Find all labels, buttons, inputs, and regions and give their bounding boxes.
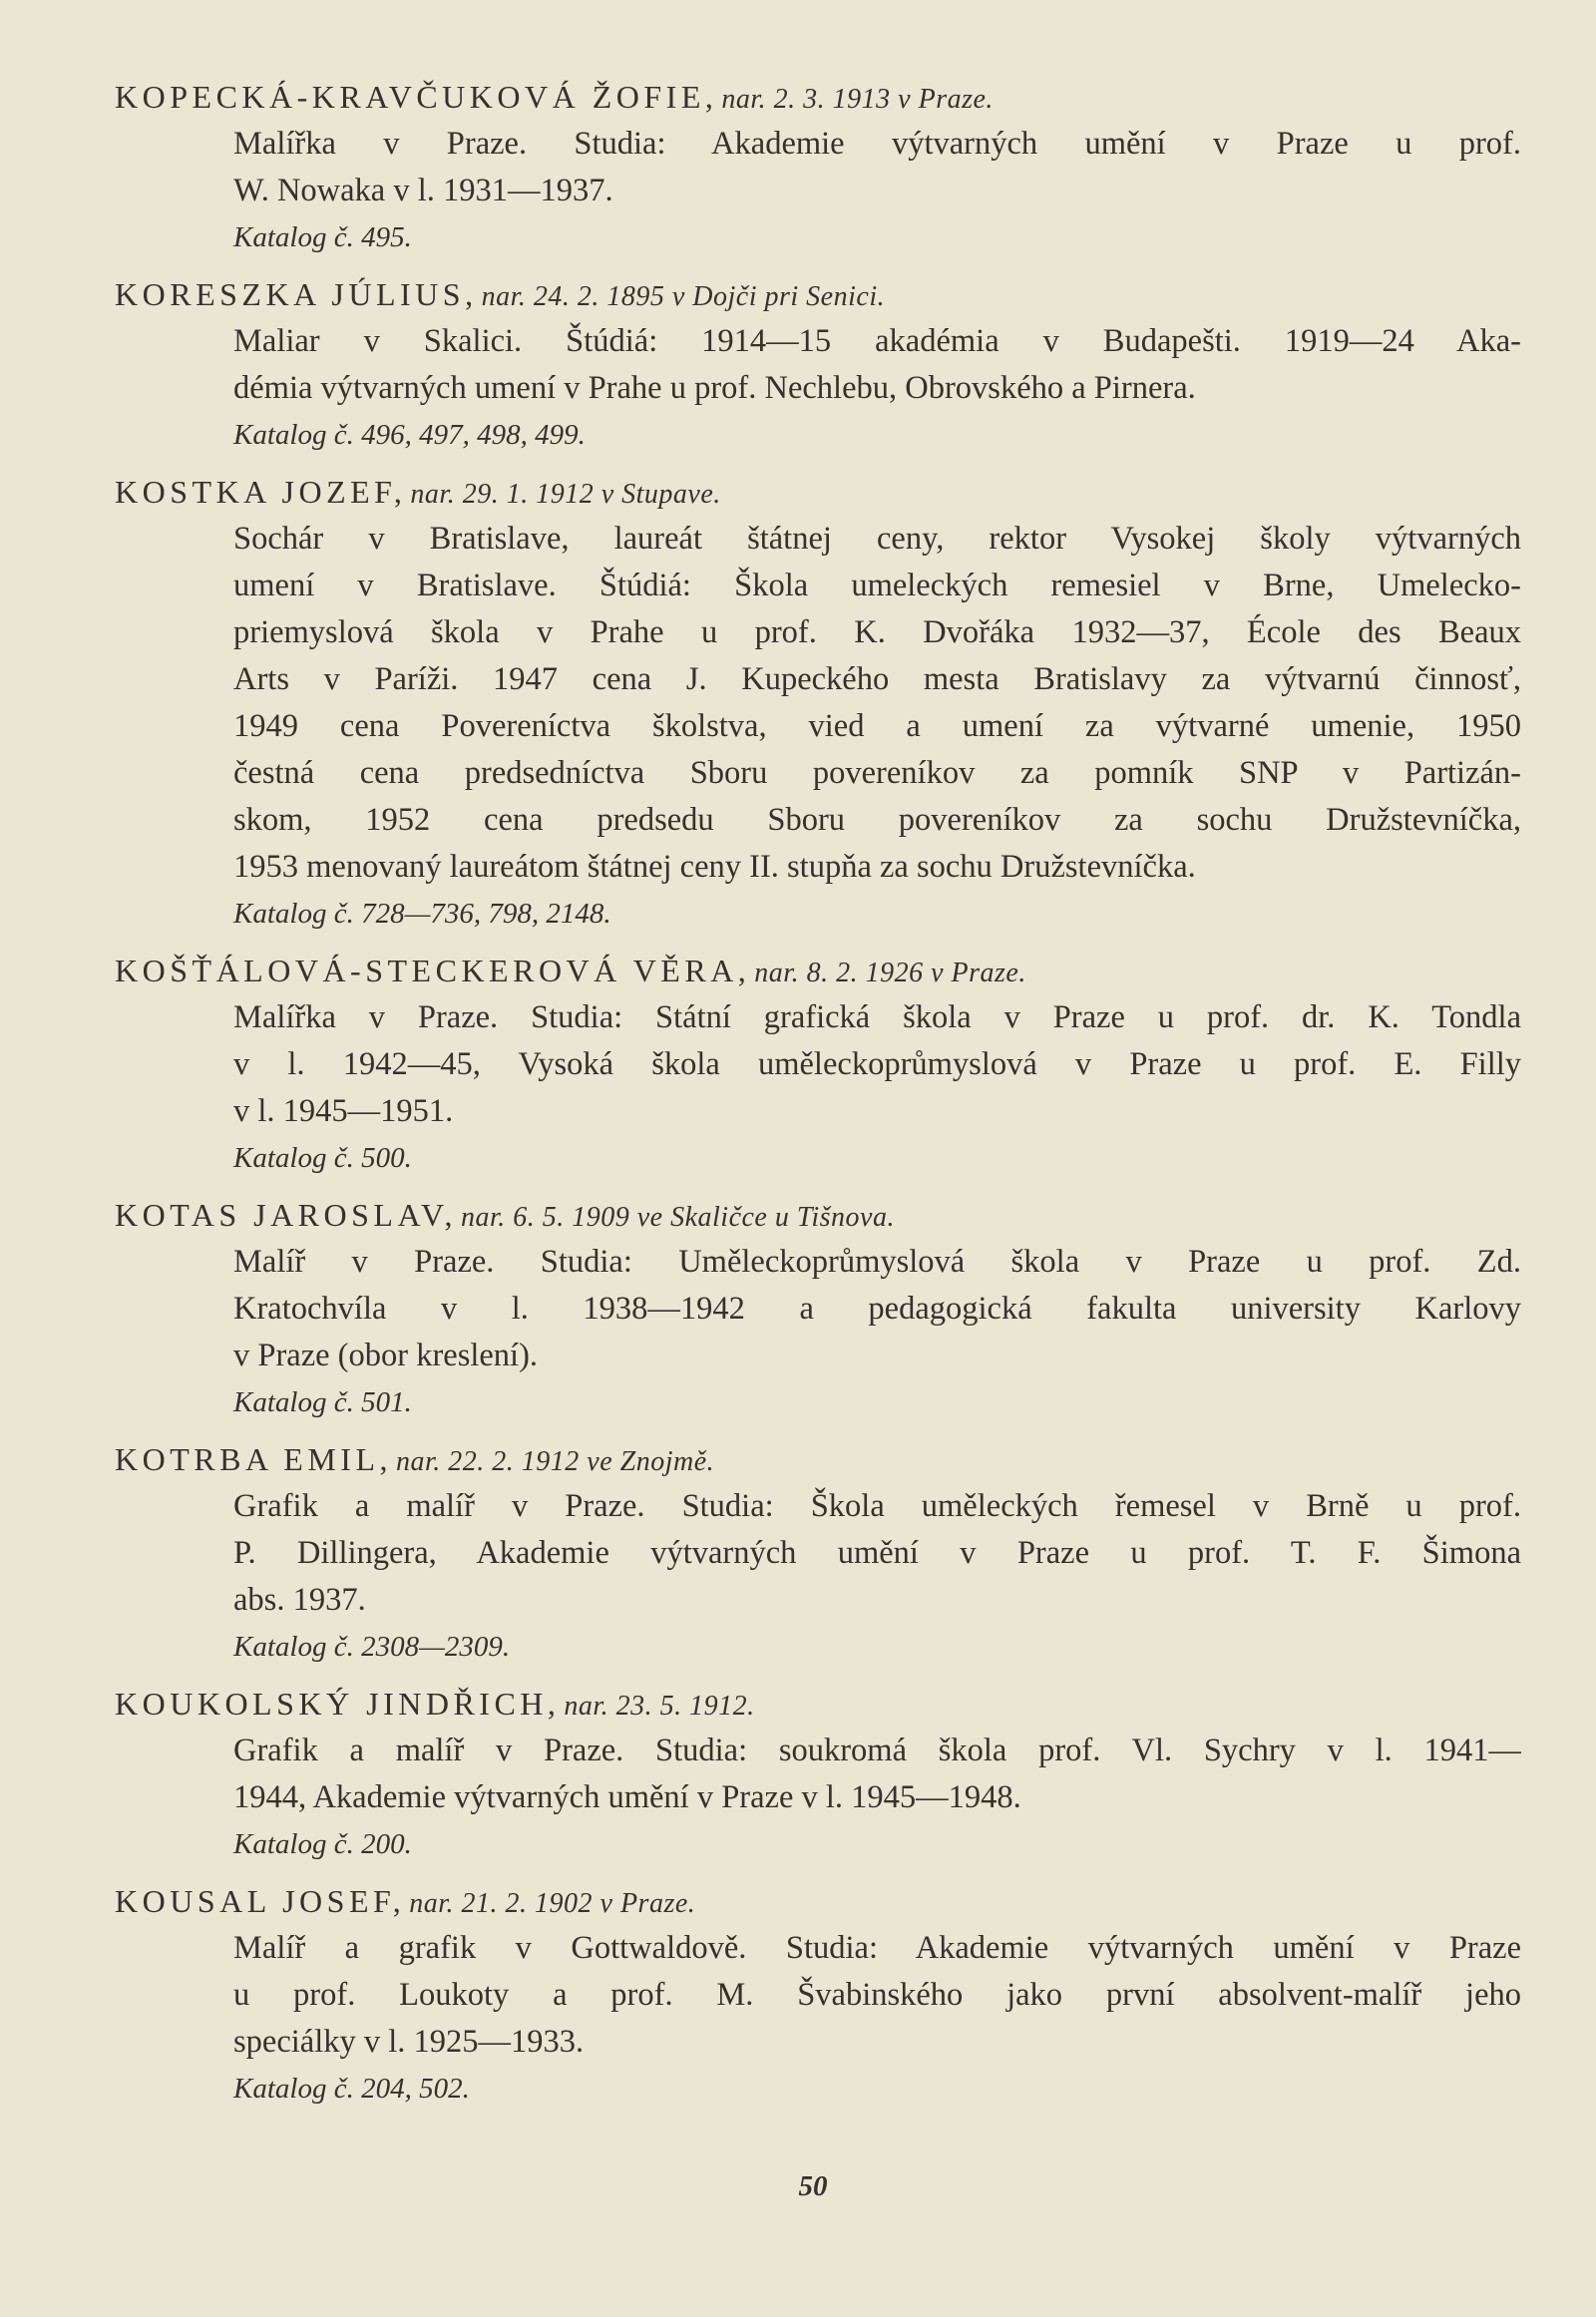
artist-entry xyxy=(115,74,1521,261)
artist-entry xyxy=(115,1192,1521,1426)
biography-line: Maliar v Skalici. Štúdiá: 1914—15 akadémia v Budapešti. 1919—24 Aka- xyxy=(233,323,1521,359)
catalog-reference: Katalog č. 500. xyxy=(233,1142,412,1174)
biography-line: 1953 menovaný laureátom štátnej ceny II. stupňa za sochu Družstevníčka. xyxy=(233,849,1196,885)
biography-line: Sochár v Bratislave, laureát štátnej ceny, rektor Vysokej školy výtvarných xyxy=(233,521,1521,557)
entry-heading xyxy=(115,74,1521,121)
birth-info: nar. 23. 5. 1912. xyxy=(564,1691,755,1722)
birth-info: nar. 2. 3. 1913 v Praze. xyxy=(721,84,994,115)
artist-entry xyxy=(115,948,1521,1182)
entry-body xyxy=(233,994,1521,1182)
entry-heading xyxy=(115,1878,1521,1925)
artist-name: KOTAS JAROSLAV, xyxy=(115,1197,457,1233)
biography-line: W. Nowaka v l. 1931—1937. xyxy=(233,173,613,208)
entry-body xyxy=(233,318,1521,459)
biography-line: démia výtvarných umení v Prahe u prof. Nechlebu, Obrovského a Pirnera. xyxy=(233,370,1196,406)
artist-name: KOŠŤÁLOVÁ-STECKEROVÁ VĚRA, xyxy=(115,953,751,988)
artist-entry xyxy=(115,469,1521,938)
entry-heading xyxy=(115,1192,1521,1239)
biography-line: speciálky v l. 1925—1933. xyxy=(233,2024,585,2060)
biography-line: abs. 1937. xyxy=(233,1582,366,1618)
catalog-reference: Katalog č. 204, 502. xyxy=(233,2073,470,2105)
entry-body xyxy=(233,516,1521,938)
entry-body xyxy=(233,1239,1521,1426)
page-number: 50 xyxy=(798,2170,828,2202)
artist-name: KOUKOLSKÝ JINDŘICH, xyxy=(115,1686,561,1722)
artist-name: KOSTKA JOZEF, xyxy=(115,474,407,510)
entry-heading xyxy=(115,469,1521,516)
catalog-reference: Katalog č. 728—736, 798, 2148. xyxy=(233,898,611,930)
birth-info: nar. 21. 2. 1902 v Praze. xyxy=(409,1888,696,1919)
entry-heading xyxy=(115,1681,1521,1728)
biography-line: v Praze (obor kreslení). xyxy=(233,1338,539,1373)
biography-line: Kratochvíla v l. 1938—1942 a pedagogická fakulta university Karlovy xyxy=(233,1291,1521,1327)
biography-line: 1949 cena Povereníctva školstva, vied a umení za výtvarné umenie, 1950 xyxy=(233,708,1521,744)
entry-heading xyxy=(115,1436,1521,1483)
birth-info: nar. 8. 2. 1926 v Praze. xyxy=(754,958,1026,988)
entry-body xyxy=(233,121,1521,261)
artist-entry xyxy=(115,1878,1521,2113)
entry-body xyxy=(233,1728,1521,1868)
entry-heading xyxy=(115,948,1521,994)
catalog-reference: Katalog č. 495. xyxy=(233,221,412,253)
entry-body xyxy=(233,1483,1521,1671)
biography-line: u prof. Loukoty a prof. M. Švabinského jako první absolvent-malíř jeho xyxy=(233,1977,1521,2013)
birth-info: nar. 29. 1. 1912 v Stupave. xyxy=(410,479,721,510)
biography-line: v l. 1942—45, Vysoká škola uměleckoprůmyslová v Praze u prof. E. Filly xyxy=(233,1046,1521,1082)
birth-info: nar. 22. 2. 1912 ve Znojmě. xyxy=(396,1446,715,1477)
biography-line: Malířka v Praze. Studia: Státní grafická škola v Praze u prof. dr. K. Tondla xyxy=(233,999,1521,1035)
entry-body xyxy=(233,1925,1521,2113)
biography-line: Grafik a malíř v Praze. Studia: soukromá škola prof. Vl. Sychry v l. 1941— xyxy=(233,1733,1521,1768)
biography-line: P. Dillingera, Akademie výtvarných umění v Praze u prof. T. F. Šimona xyxy=(233,1535,1521,1571)
artist-name: KOUSAL JOSEF, xyxy=(115,1883,406,1919)
biography-line: 1944, Akademie výtvarných umění v Praze v l. 1945—1948. xyxy=(233,1779,1021,1815)
biography-line: Malíř v Praze. Studia: Uměleckoprůmyslová škola v Praze u prof. Zd. xyxy=(233,1244,1521,1280)
catalog-reference: Katalog č. 496, 497, 498, 499. xyxy=(233,419,586,451)
biography-line: Malířka v Praze. Studia: Akademie výtvarných umění v Praze u prof. xyxy=(233,126,1521,162)
birth-info: nar. 6. 5. 1909 ve Skaličce u Tišnova. xyxy=(460,1202,895,1233)
biography-line: skom, 1952 cena predsedu Sboru povereníkov za sochu Družstevníčka, xyxy=(233,802,1521,838)
biography-line: Malíř a grafik v Gottwaldově. Studia: Akademie výtvarných umění v Praze xyxy=(233,1930,1521,1966)
biography-line: umení v Bratislave. Štúdiá: Škola umeleckých remesiel v Brne, Umelecko- xyxy=(233,568,1521,603)
artist-name: KOTRBA EMIL, xyxy=(115,1441,392,1477)
catalog-reference: Katalog č. 2308—2309. xyxy=(233,1631,511,1663)
artist-name: KORESZKA JÚLIUS, xyxy=(115,276,478,312)
page-content xyxy=(115,74,1521,2123)
catalog-reference: Katalog č. 200. xyxy=(233,1828,412,1860)
biography-line: v l. 1945—1951. xyxy=(233,1093,454,1129)
biography-line: Grafik a malíř v Praze. Studia: Škola uměleckých řemesel v Brně u prof. xyxy=(233,1488,1521,1524)
birth-info: nar. 24. 2. 1895 v Dojči pri Senici. xyxy=(481,281,886,312)
biography-line: Arts v Paríži. 1947 cena J. Kupeckého mesta Bratislavy za výtvarnú činnosť, xyxy=(233,661,1521,697)
catalog-reference: Katalog č. 501. xyxy=(233,1386,412,1418)
biography-line: priemyslová škola v Prahe u prof. K. Dvořáka 1932—37, École des Beaux xyxy=(233,614,1521,650)
biography-line: čestná cena predsedníctva Sboru povereníkov za pomník SNP v Partizán- xyxy=(233,755,1521,791)
artist-entry xyxy=(115,271,1521,459)
artist-name: KOPECKÁ-KRAVČUKOVÁ ŽOFIE, xyxy=(115,79,718,115)
entry-heading xyxy=(115,271,1521,318)
artist-entry xyxy=(115,1681,1521,1868)
artist-entry xyxy=(115,1436,1521,1671)
